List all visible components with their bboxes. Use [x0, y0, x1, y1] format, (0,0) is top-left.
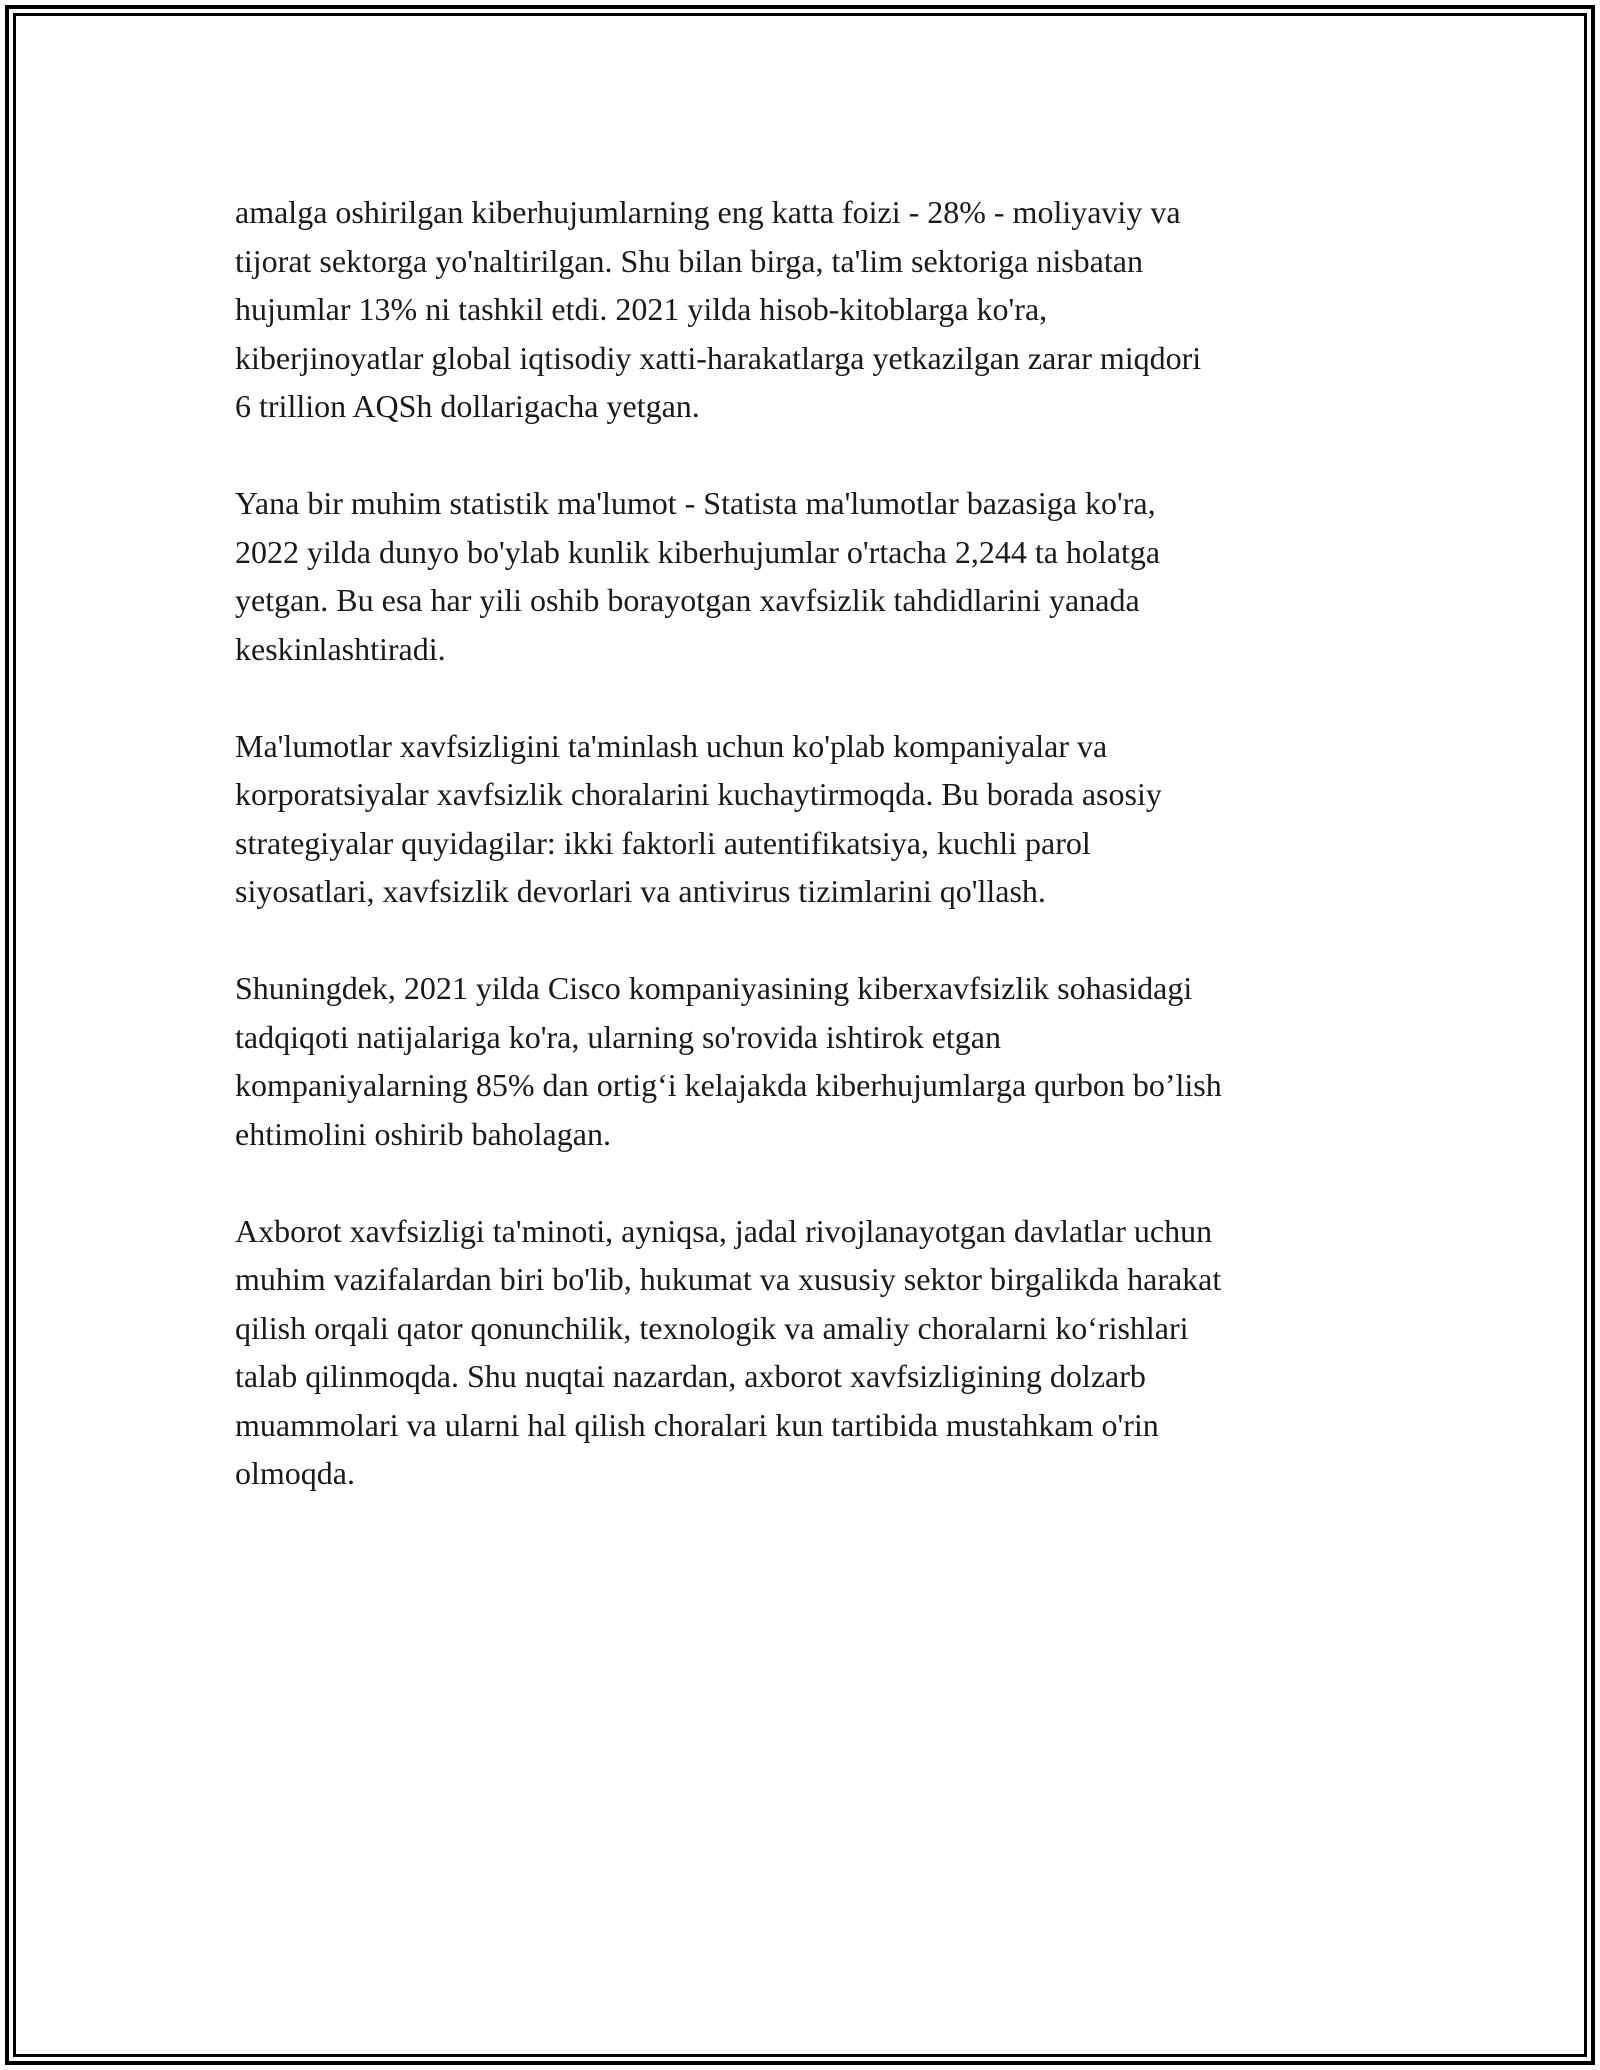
text-line: Yana bir muhim statistik ma'lumot - Statista ma'lumotlar bazasiga ko'ra, — [235, 485, 1156, 521]
text-line: Shuningdek, 2021 yilda Cisco kompaniyasining kiberxavfsizlik sohasidagi — [235, 970, 1193, 1006]
text-line: hujumlar 13% ni tashkil etdi. 2021 yilda hisob-kitoblarga ko'ra, — [235, 291, 1048, 327]
paragraph-2 — [235, 479, 1385, 673]
text-line: kompaniyalarning 85% dan ortig‘i kelajakda kiberhujumlarga qurbon bo’lish — [235, 1067, 1222, 1103]
text-line: Axborot xavfsizligi ta'minoti, ayniqsa, jadal rivojlanayotgan davlatlar uchun — [235, 1212, 1213, 1249]
text-line: kiberjinoyatlar global iqtisodiy xatti-harakatlarga yetkazilgan zarar miqdori — [235, 339, 1202, 376]
paragraph-5 — [235, 1207, 1385, 1498]
text-line: qilish orqali qator qonunchilik, texnologik va amaliy choralarni ko‘rishlari — [235, 1309, 1189, 1346]
text-line: muammolari va ularni hal qilish choralari kun tartibida mustahkam o'rin — [235, 1406, 1159, 1443]
text-line: strategiyalar quyidagilar: ikki faktorli autentifikatsiya, kuchli parol — [235, 824, 1091, 861]
text-line: 2022 yilda dunyo bo'ylab kunlik kiberhujumlar o'rtacha 2,244 ta holatga — [235, 533, 1161, 570]
text-line: olmoqda. — [235, 1455, 355, 1491]
paragraph-1 — [235, 188, 1385, 431]
text-line: muhim vazifalardan biri bo'lib, hukumat va xususiy sektor birgalikda harakat — [235, 1261, 1222, 1297]
text-line: 6 trillion AQSh dollarigacha yetgan. — [235, 388, 700, 424]
text-line: korporatsiyalar xavfsizlik choralarini kuchaytirmoqda. Bu borada asosiy — [235, 776, 1162, 812]
text-line: amalga oshirilgan kiberhujumlarning eng katta foizi - 28% - moliyaviy va — [235, 194, 1181, 230]
text-line: siyosatlari, xavfsizlik devorlari va antivirus tizimlarini qo'llash. — [235, 873, 1046, 909]
text-line: tijorat sektorga yo'naltirilgan. Shu bilan birga, ta'lim sektoriga nisbatan — [235, 242, 1143, 279]
text-line: yetgan. Bu esa har yili oshib borayotgan xavfsizlik tahdidlarini yanada — [235, 582, 1140, 618]
text-line: tadqiqoti natijalariga ko'ra, ularning so'rovida ishtirok etgan — [235, 1018, 1001, 1055]
text-line: talab qilinmoqda. Shu nuqtai nazardan, axborot xavfsizligining dolzarb — [235, 1358, 1146, 1394]
document-body — [235, 188, 1385, 1546]
paragraph-4 — [235, 964, 1385, 1158]
text-line: Ma'lumotlar xavfsizligini ta'minlash uchun ko'plab kompaniyalar va — [235, 727, 1108, 764]
text-line: ehtimolini oshirib baholagan. — [235, 1115, 611, 1152]
text-line: keskinlashtiradi. — [235, 630, 446, 667]
paragraph-3 — [235, 722, 1385, 916]
